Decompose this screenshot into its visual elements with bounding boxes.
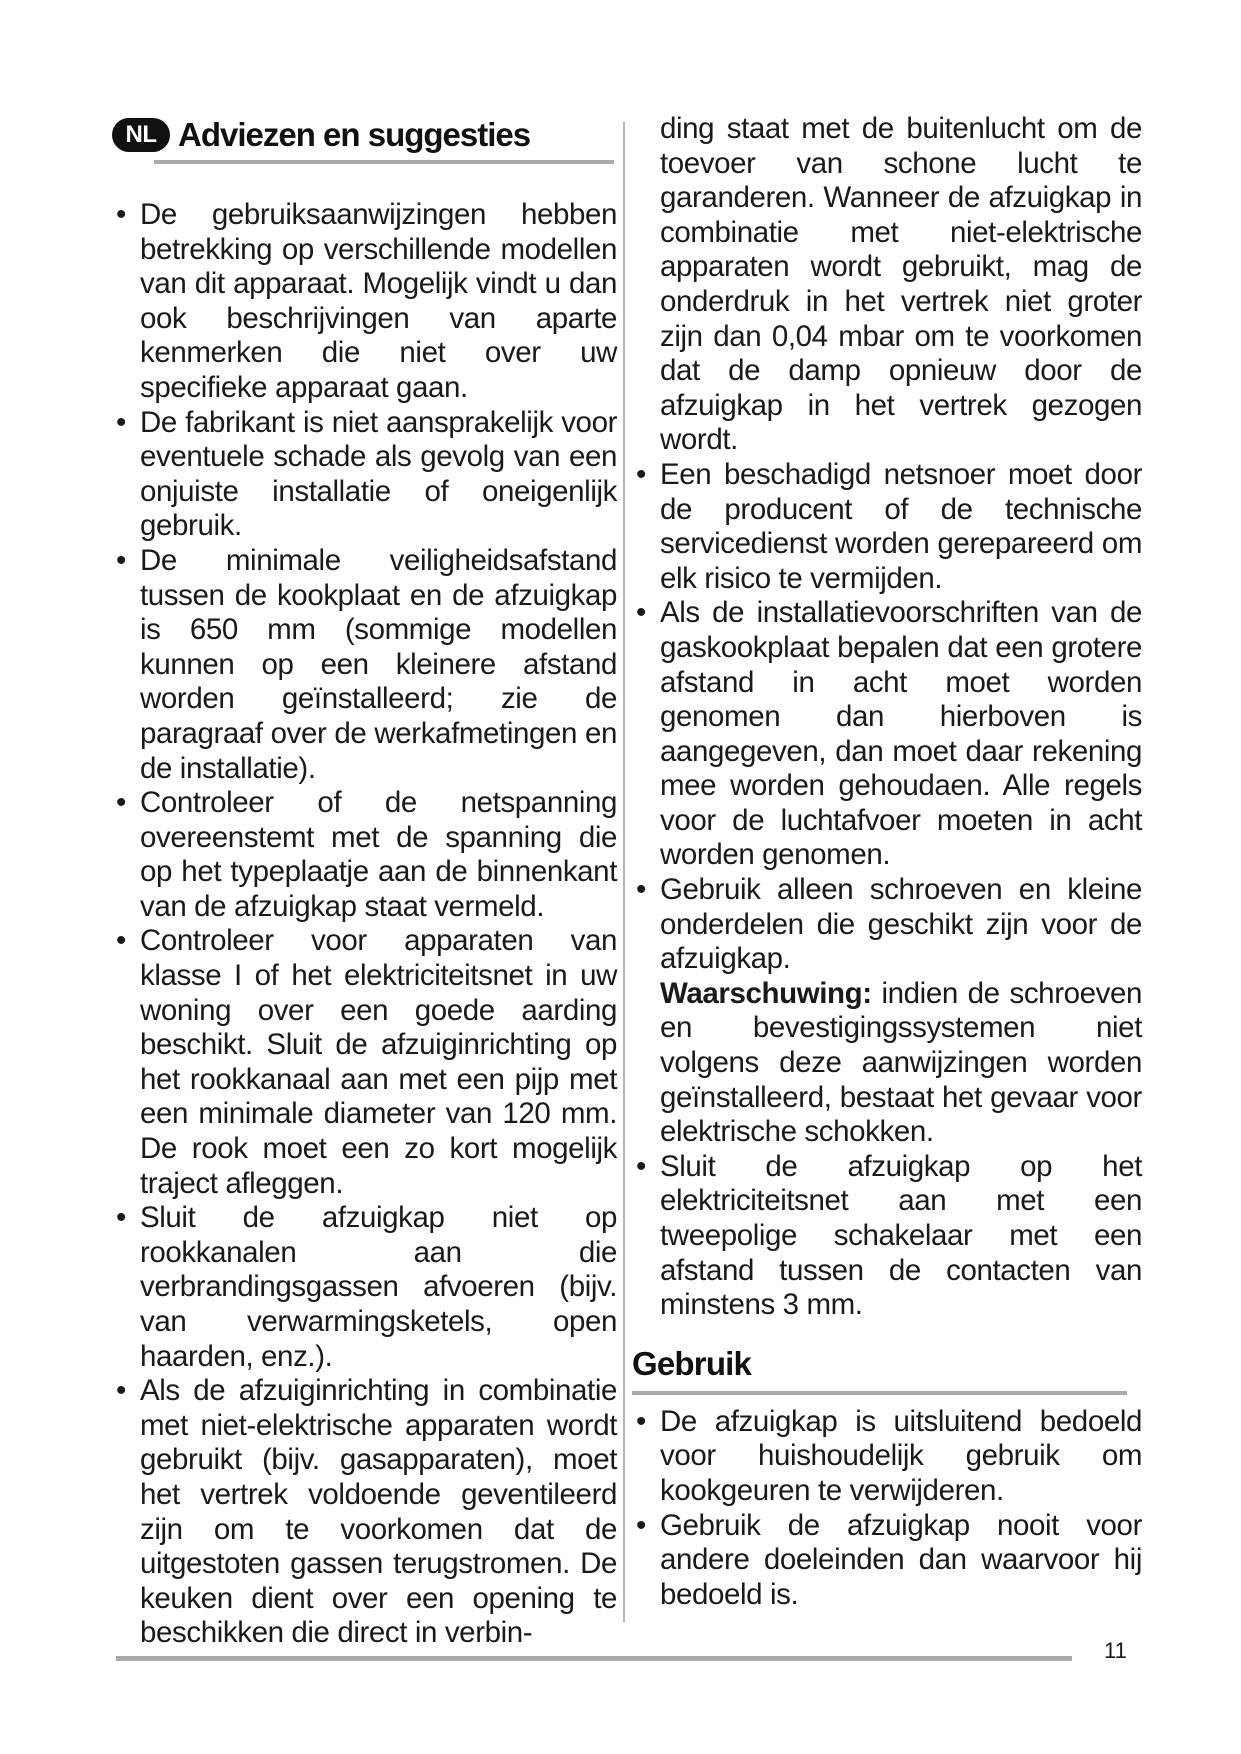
list-item: • De gebruiksaanwijzingen hebben betrekking op verschillende modellen van dit apparaat. Mogelijk vindt u dan ook beschrijvingen van aparte kenmerken die niet over uw specifieke apparaat gaan.	[112, 198, 617, 406]
right-column	[632, 112, 1142, 1612]
list-item: • Controleer of de netspanning overeenstemt met de spanning die op het typeplaatje aan de binnenkant van de afzuigkap staat vermeld.	[112, 786, 617, 924]
footer-rule	[116, 1656, 1072, 1661]
list-item: • De fabrikant is niet aansprakelijk voor eventuele schade als gevolg van een onjuiste installatie of oneigenlijk gebruik.	[112, 406, 617, 544]
page-number: 11	[1104, 1638, 1127, 1663]
left-column	[112, 112, 617, 1651]
section-underline	[632, 1391, 1127, 1395]
list-item: • Sluit de afzuigkap op het elektriciteitsnet aan met een tweepolige schakelaar met een afstand tussen de contacten van minstens 3 mm.	[632, 1150, 1142, 1323]
advice-list-final	[632, 1150, 1142, 1323]
warning-label: Waarschuwing:	[660, 976, 872, 1010]
language-badge: NL	[112, 118, 170, 152]
section-heading	[112, 112, 617, 158]
list-item: • Een beschadigd netsnoer moet door de producent of de technische servicedienst worden gerepareerd om elk risico te vermijden.	[632, 458, 1142, 596]
list-item: • Sluit de afzuigkap niet op rookkanalen aan die verbrandingsgassen afvoeren (bijv. van verwarmingsketels, open haarden, enz.).	[112, 1201, 617, 1374]
warning-text: indien de schroeven en bevestigingssystemen niet volgens deze aanwijzingen worden geïnstalleerd, bestaat het gevaar voor elektrische schokken.	[660, 976, 1142, 1149]
list-item: • Als de installatievoorschriften van de gaskookplaat bepalen dat een grotere afstand in acht moet worden genomen dan hierboven is aangegeven, dan moet daar rekening mee worden gehoudaen. Alle regels voor de luchtafvoer moeten in acht worden genomen.	[632, 596, 1142, 873]
list-item: • Als de afzuiginrichting in combinatie met niet-elektrische apparaten wordt gebruikt (bijv. gasapparaten), moet het vertrek voldoende geventileerd zijn om te voorkomen dat de uitgestoten gassen terugstromen. De keuken dient over een opening te beschikken die direct in verbin-	[112, 1374, 617, 1651]
advice-list	[112, 198, 617, 1651]
heading-underline	[154, 160, 614, 164]
list-item: • Controleer voor apparaten van klasse I of het elektriciteitsnet in uw woning over een goede aarding beschikt. Sluit de afzuiginrichting op het rookkanaal aan met een pijp met een minimale diameter van 120 mm. De rook moet een zo kort mogelijk traject afleggen.	[112, 924, 617, 1201]
continued-paragraph: ding staat met de buitenlucht om de toevoer van schone lucht te garanderen. Wanneer de afzuigkap in combinatie met niet-elektrische apparaten wordt gebruikt, mag de onderdruk in het vertrek niet groter zijn dan 0,04 mbar om te voorkomen dat de damp opnieuw door de afzuigkap in het vertrek gezogen wordt.	[660, 112, 1142, 457]
list-item: • De minimale veiligheidsafstand tussen de kookplaat en de afzuigkap is 650 mm (sommige modellen kunnen op een kleinere afstand worden geïnstalleerd; zie de paragraaf over de werkafmetingen en de installatie).	[112, 544, 617, 786]
usage-list	[632, 1405, 1142, 1613]
page-title: Adviezen en suggesties	[178, 116, 531, 153]
list-item: • Gebruik alleen schroeven en kleine onderdelen die geschikt zijn voor de afzuigkap.	[632, 873, 1142, 977]
advice-list-continued	[632, 458, 1142, 977]
column-divider	[623, 122, 625, 1622]
list-item: • Gebruik de afzuigkap nooit voor andere doeleinden dan waarvoor hij bedoeld is.	[632, 1509, 1142, 1613]
section-title-gebruik: Gebruik	[632, 1344, 752, 1382]
warning-note	[632, 977, 1142, 1150]
list-item: • De afzuigkap is uitsluitend bedoeld voor huishoudelijk gebruik om kookgeuren te verwijderen.	[632, 1405, 1142, 1509]
